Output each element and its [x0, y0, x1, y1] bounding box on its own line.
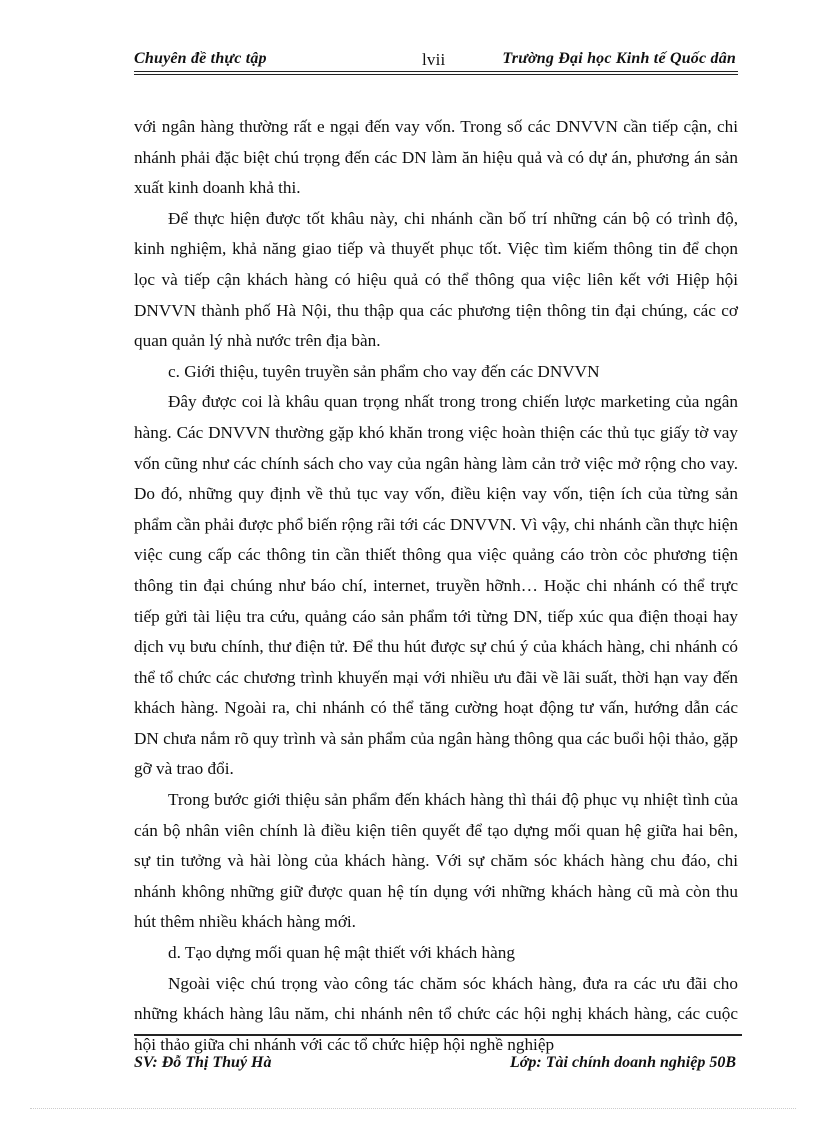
- section-heading-d: d. Tạo dựng mối quan hệ mật thiết với khách hàng: [168, 943, 515, 963]
- paragraph: Ngoài việc chú trọng vào công tác chăm sóc khách hàng, đưa ra các ưu đãi cho những khách hàng lâu năm, chi nhánh nên tổ chức các hội nghị khách hàng, các cuộc hội thảo giữa chi nhánh với các tổ chức hiệp hội nghề nghiệp: [134, 973, 738, 1054]
- header-document-type: Chuyên đề thực tập: [134, 50, 267, 67]
- header-page-number: lvii: [422, 50, 446, 69]
- header-university: Trường Đại học Kinh tế Quốc dân: [502, 50, 736, 67]
- header-divider: [134, 71, 738, 75]
- paragraph-continuation: với ngân hàng thường rất e ngại đến vay vốn. Trong số các DNVVN cần tiếp cận, chi nhánh phải đặc biệt chú trọng đến các DN làm ăn hiệu quả và có dự án, phương án sản xuất kinh doanh khả thi.: [134, 117, 738, 198]
- page-bottom-border: [30, 1108, 796, 1109]
- paragraph: Để thực hiện được tốt khâu này, chi nhánh cần bố trí những cán bộ có trình độ, kinh nghiệm, khả năng giao tiếp và thuyết phục tốt. Việc tìm kiếm thông tin để chọn lọc và tiếp cận khách hàng có hiệu quả có thể thông qua việc liên kết với Hiệp hội DNVVN thành phố Hà Nội, thu thập qua các phương tiện thông tin đại chúng, các cơ quan quản lý nhà nước trên địa bàn.: [134, 208, 738, 351]
- page-footer: [134, 1054, 736, 1078]
- footer-class-name: Lớp: Tài chính doanh nghiệp 50B: [510, 1054, 736, 1071]
- footer-student-name: SV: Đỗ Thị Thuý Hà: [134, 1054, 272, 1071]
- section-heading-c: c. Giới thiệu, tuyên truyền sản phẩm cho vay đến các DNVVN: [168, 361, 600, 381]
- footer-divider: [134, 1034, 742, 1036]
- document-body: [134, 112, 738, 1060]
- paragraph: Trong bước giới thiệu sản phẩm đến khách hàng thì thái độ phục vụ nhiệt tình của cán bộ nhân viên chính là điều kiện tiên quyết để tạo dựng mối quan hệ giữa hai bên, sự tin tưởng và hài lòng của khách hàng. Với sự chăm sóc khách hàng chu đáo, chi nhánh không những giữ được quan hệ tín dụng với những khách hàng cũ mà còn thu hút thêm nhiều khách hàng mới.: [134, 790, 738, 932]
- paragraph: Đây được coi là khâu quan trọng nhất trong trong chiến lược marketing của ngân hàng. Các DNVVN thường gặp khó khăn trong việc hoàn thiện các thủ tục giấy tờ vay vốn cũng như các chính sách cho vay của ngân hàng làm cản trở việc mở rộng cho vay. Do đó, những quy định về thủ tục vay vốn, điều kiện vay vốn, tiện ích của từng sản phẩm cần phải được phổ biến rộng rãi tới các DNVVN. Vì vậy, chi nhánh cần thực hiện việc cung cấp các thông tin cần thiết thông qua việc quảng cáo tròn cỏc phương tiện thông tin đại chúng như báo chí, internet, truyền hỡnh… Hoặc chi nhánh có thể trực tiếp gửi tài liệu tra cứu, quảng cáo sản phẩm tới từng DN, tiếp xúc qua điện thoại hay dịch vụ bưu chính, thư điện tử. Để thu hút được sự chú ý của khách hàng, chi nhánh có thể tổ chức các chương trình khuyến mại với nhiều ưu đãi về lãi suất, thời hạn vay đến khách hàng. Ngoài ra, chi nhánh có thể tăng cường hoạt động tư vấn, hướng dẫn các DN chưa nắm rõ quy trình và sản phẩm của ngân hàng thông qua các buổi hội thảo, gặp gỡ và trao đổi.: [134, 392, 738, 779]
- page-header: [134, 44, 736, 74]
